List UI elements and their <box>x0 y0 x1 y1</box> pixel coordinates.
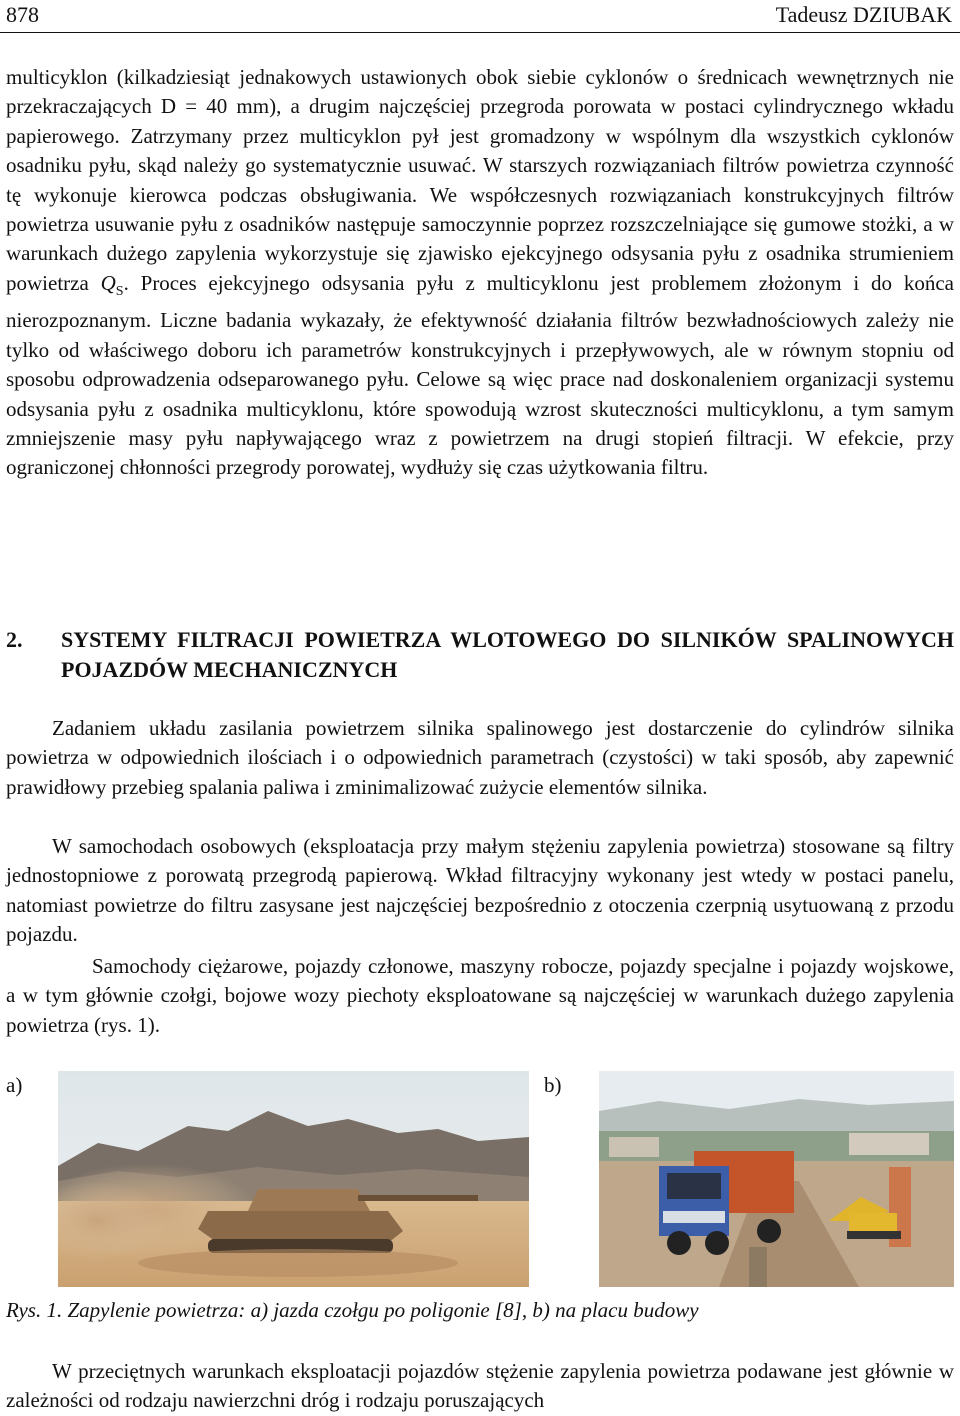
photo-tank-on-range <box>58 1071 529 1287</box>
paragraph-text-b: . Proces ejekcyjnego odsysania pyłu z multicyklonu jest problemem złożonym i do końca nierozpoznanym. Liczne badania wykazały, że efektywność działania filtrów bezwładnościowych zależy nie tylko od właściwego doboru ich parametrów konstrukcyjnych i przepływowych, ale w równym stopniu od sposobu odprowadzenia odseparowanego pyłu. Celowe są więc prace nad doskonaleniem organizacji systemu odsysania pyłu z osadnika multicyklonu, które spowodują wzrost skuteczności multicyklonu, a tym samym zmniejszenie masy pyłu napływającego wraz z powietrzem na drugi stopień filtracji. W efekcie, przy ograniczonej chłonności przegrody porowatej, wydłuży się czas użytkowania filtru. <box>6 270 955 480</box>
paragraph-heavy-vehicles: Samochody ciężarowe, pojazdy członowe, maszyny robocze, pojazdy specjalne i pojazdy wojskowe, a w tym głównie czołgi, bojowe wozy piechoty eksploatowane są najczęściej w warunkach dużego zapylenia powietrza (rys. 1). <box>6 954 954 1037</box>
figure-caption: Rys. 1. Zapylenie powietrza: a) jazda czołgu po poligonie [8], b) na placu budowy <box>6 1298 699 1322</box>
section-number: 2. <box>6 627 23 652</box>
paragraph-multicyclon <box>6 63 954 483</box>
symbol-q: Q <box>100 270 116 295</box>
symbol-subscript: S <box>115 284 124 300</box>
page-header <box>0 0 960 33</box>
section-title: SYSTEMY FILTRACJI POWIETRZA WLOTOWEGO DO SILNIKÓW SPALINOWYCH POJAZDÓW MECHANICZNYCH <box>61 627 954 682</box>
paragraph-text-a: multicyklon (kilkadziesiąt jednakowych ustawionych obok siebie cyklonów o średnicach wewnętrznych nie przekraczających D = 40 mm), a drugim najczęściej przegroda porowata w postaci cylindrycznego wkładu papierowego. Zatrzymany przez multicyklon pył jest gromadzony w wspólnym dla wszystkich cyklonów osadniku pyłu, skąd należy go systematycznie usuwać. W starszych rozwiązaniach filtrów powietrza czynność tę wykonuje kierowca podczas obsługiwania. We współczesnych rozwiązaniach konstrukcyjnych filtrów powietrza usuwanie pyłu z osadników następuje samoczynnie poprzez rozszczelniające się gumowe stożki, a w warunkach dużego zapylenia wykorzystuje się zjawisko ejekcyjnego odsysania pyłu z osadnika strumieniem powietrza <box>6 65 954 295</box>
running-head-author: Tadeusz DZIUBAK <box>775 2 952 27</box>
figure-label-a: a) <box>6 1073 23 1097</box>
figure-label-b: b) <box>544 1073 562 1097</box>
paragraph-conditions: W przeciętnych warunkach eksploatacji pojazdów stężenie zapylenia powietrza podawane jest głównie w zależności od rodzaju nawierzchni dróg i rodzaju poruszających <box>6 1359 954 1413</box>
page-number: 878 <box>6 2 39 27</box>
paragraph-air-supply: Zadaniem układu zasilania powietrzem silnika spalinowego jest dostarczenie do cylindrów silnika powietrza w odpowiednich ilościach i o odpowiednich parametrach (czystości) w taki sposób, aby zapewnić prawidłowy przebieg spalania paliwa i zminimalizować zużycie elementów silnika. <box>6 716 954 799</box>
paragraph-passenger-cars: W samochodach osobowych (eksploatacja przy małym stężeniu zapylenia powietrza) stosowane są filtry jednostopniowe z porowatą przegrodą papierową. Wkład filtracyjny wykonany jest wtedy w postaci panelu, natomiast powietrze do filtru zasysane jest najczęściej bezpośrednio z otoczenia czerpnią usytuowaną z przodu pojazdu. <box>6 834 954 947</box>
photo-truck-construction-site <box>599 1071 954 1287</box>
